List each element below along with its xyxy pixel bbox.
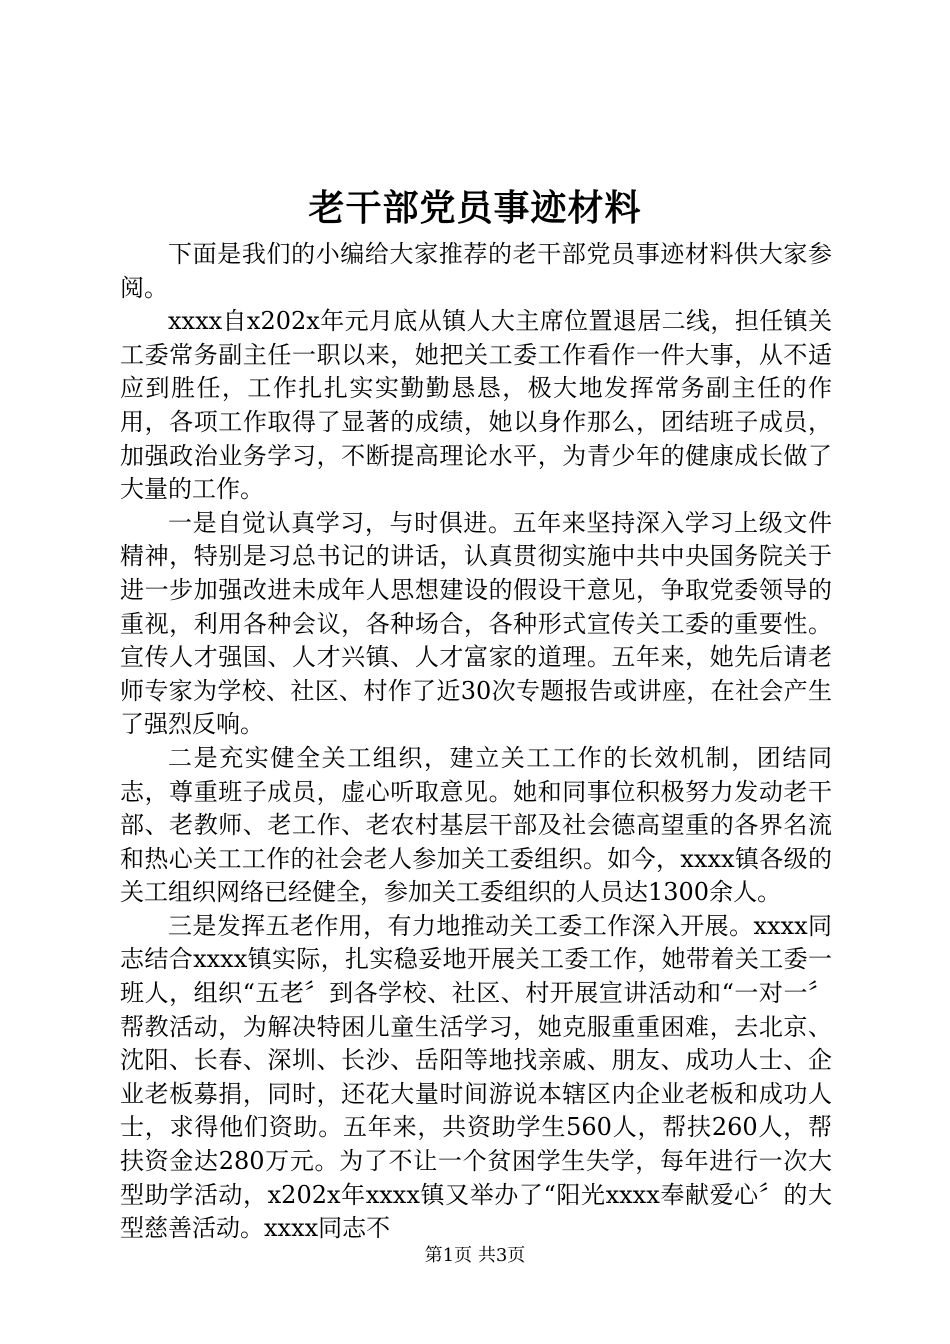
paragraph-point-two: 二是充实健全关工组织，建立关工工作的长效机制，团结同志，尊重班子成员，虚心听取意见。她和同事位积极努力发动老干部、老教师、老工作、老农村基层干部及社会德高望重的各界名流和热心关工工作的社会老人参加关工委组织。如今，xxxx镇各级的关工组织网络已经健全，参加关工委组织的人员达1300余人。 bbox=[120, 743, 832, 907]
paragraph-point-three: 三是发挥五老作用，有力地推动关工委工作深入开展。xxxx同志结合xxxx镇实际，扎实稳妥地开展关工委工作，她带着关工委一班人，组织“五老〞到各学校、社区、村开展宣讲活动和“一对一〞帮教活动，为解决特困儿童生活学习，她克服重重困难，去北京、沈阳、长春、深圳、长沙、岳阳等地找亲戚、朋友、成功人士、企业老板募捐，同时，还花大量时间游说本辖区内企业老板和成功人士，求得他们资助。五年来，共资助学生560人，帮扶260人，帮扶资金达280万元。为了不让一个贫困学生失学，每年进行一次大型助学活动，x202x年xxxx镇又举办了“阳光xxxx奉献爱心〞的大型慈善活动。xxxx同志不 bbox=[120, 911, 832, 1243]
document-title: 老干部党员事迹材料 bbox=[308, 187, 642, 229]
paragraph-point-one: 一是自觉认真学习，与时俱进。五年来坚持深入学习上级文件精神，特别是习总书记的讲话，认真贯彻实施中共中央国务院关于进一步加强改进未成年人思想建设的假设干意见，争取党委领导的重视，利用各种会议，各种场合，各种形式宣传关工委的重要性。宣传人才强国、人才兴镇、人才富家的道理。五年来，她先后请老师专家为学校、社区、村作了近30次专题报告或讲座，在社会产生了强烈反响。 bbox=[120, 508, 832, 739]
document-body bbox=[120, 238, 832, 1246]
page-footer: 第1页 共3页 bbox=[424, 1245, 526, 1266]
paragraph-background: xxxx自x202x年元月底从镇人大主席位置退居二线，担任镇关工委常务副主任一职以来，她把关工委工作看作一件大事，从不适应到胜任，工作扎扎实实勤勤恳恳，极大地发挥常务副主任的作用，各项工作取得了显著的成绩，她以身作那么，团结班子成员，加强政治业务学习，不断提高理论水平，为青少年的健康成长做了大量的工作。 bbox=[120, 307, 832, 504]
paragraph-intro: 下面是我们的小编给大家推荐的老干部党员事迹材料供大家参阅。 bbox=[120, 240, 832, 302]
